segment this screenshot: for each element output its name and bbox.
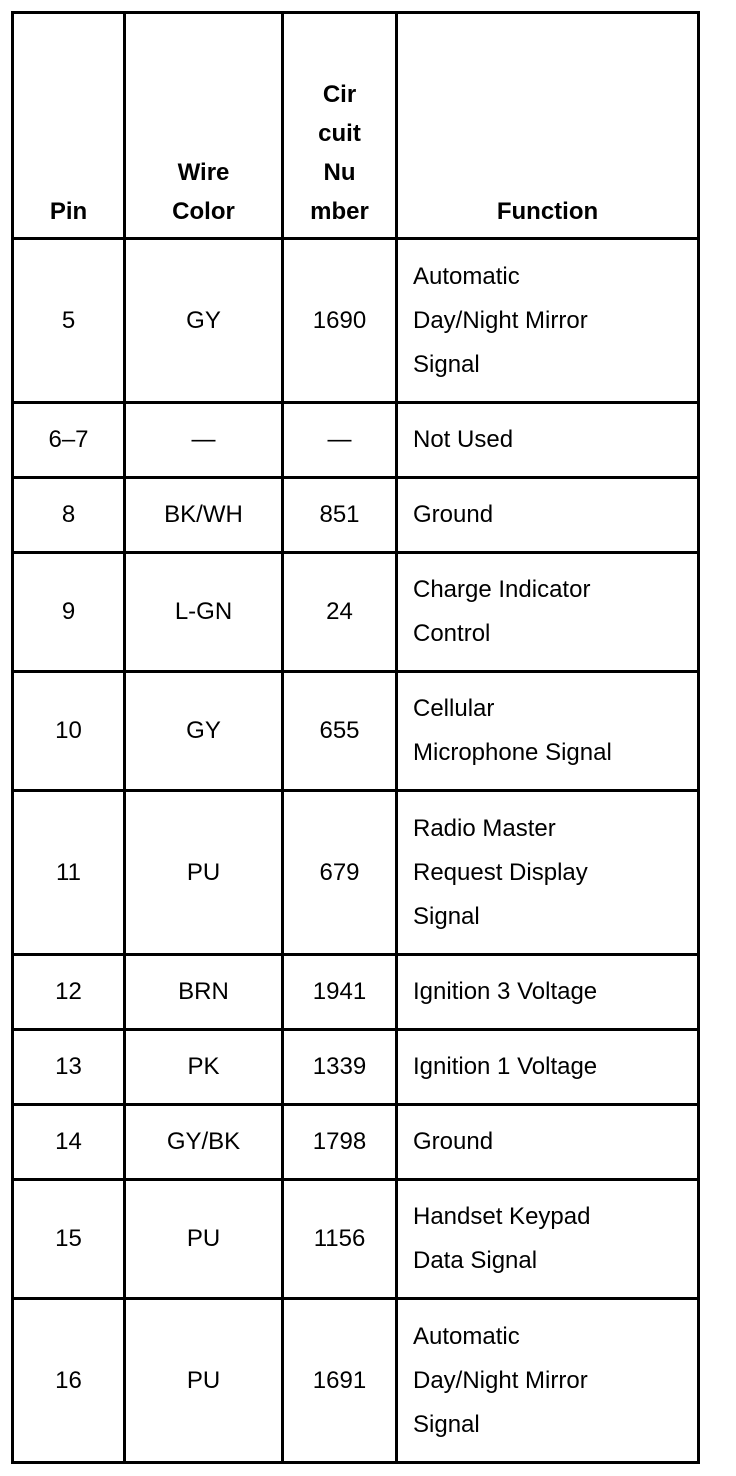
circuit-cell: 851 xyxy=(283,478,397,553)
pin-cell: 15 xyxy=(13,1180,125,1299)
function-cell: Handset Keypad Data Signal xyxy=(397,1180,699,1299)
pin-cell: 14 xyxy=(13,1105,125,1180)
pin-cell: 6–7 xyxy=(13,403,125,478)
header-circuit-number: Cir cuit Nu mber xyxy=(283,13,397,239)
pin-cell: 12 xyxy=(13,955,125,1030)
table-row xyxy=(13,478,699,553)
table-row xyxy=(13,403,699,478)
wire-color-cell: GY xyxy=(125,239,283,403)
circuit-cell: 1798 xyxy=(283,1105,397,1180)
table-row xyxy=(13,1180,699,1299)
wire-color-cell: — xyxy=(125,403,283,478)
table-row xyxy=(13,1105,699,1180)
header-wire-color: Wire Color xyxy=(125,13,283,239)
function-cell: Not Used xyxy=(397,403,699,478)
function-cell: Ground xyxy=(397,478,699,553)
wire-color-cell: GY xyxy=(125,672,283,791)
function-cell: Automatic Day/Night Mirror Signal xyxy=(397,239,699,403)
wire-color-cell: PU xyxy=(125,791,283,955)
header-pin: Pin xyxy=(13,13,125,239)
function-cell: Radio Master Request Display Signal xyxy=(397,791,699,955)
wire-color-cell: PK xyxy=(125,1030,283,1105)
header-row xyxy=(13,13,699,239)
circuit-cell: 1156 xyxy=(283,1180,397,1299)
header-function: Function xyxy=(397,13,699,239)
wire-color-cell: BRN xyxy=(125,955,283,1030)
circuit-cell: 655 xyxy=(283,672,397,791)
table-row xyxy=(13,1030,699,1105)
pin-cell: 9 xyxy=(13,553,125,672)
pin-cell: 5 xyxy=(13,239,125,403)
wire-color-cell: BK/WH xyxy=(125,478,283,553)
table-row xyxy=(13,955,699,1030)
function-cell: Automatic Day/Night Mirror Signal xyxy=(397,1299,699,1463)
function-cell: Cellular Microphone Signal xyxy=(397,672,699,791)
pin-cell: 10 xyxy=(13,672,125,791)
circuit-cell: 1690 xyxy=(283,239,397,403)
wire-color-cell: L-GN xyxy=(125,553,283,672)
wire-color-cell: PU xyxy=(125,1180,283,1299)
circuit-cell: 1941 xyxy=(283,955,397,1030)
table-row xyxy=(13,672,699,791)
table-row xyxy=(13,791,699,955)
circuit-cell: 679 xyxy=(283,791,397,955)
function-cell: Ground xyxy=(397,1105,699,1180)
circuit-cell: — xyxy=(283,403,397,478)
pin-cell: 8 xyxy=(13,478,125,553)
pin-table xyxy=(11,11,700,1464)
table-row xyxy=(13,239,699,403)
function-cell: Ignition 3 Voltage xyxy=(397,955,699,1030)
wire-color-cell: GY/BK xyxy=(125,1105,283,1180)
circuit-cell: 1691 xyxy=(283,1299,397,1463)
function-cell: Ignition 1 Voltage xyxy=(397,1030,699,1105)
function-cell: Charge Indicator Control xyxy=(397,553,699,672)
circuit-cell: 1339 xyxy=(283,1030,397,1105)
table-row xyxy=(13,553,699,672)
pin-cell: 11 xyxy=(13,791,125,955)
pin-cell: 13 xyxy=(13,1030,125,1105)
circuit-cell: 24 xyxy=(283,553,397,672)
table-row xyxy=(13,1299,699,1463)
wire-color-cell: PU xyxy=(125,1299,283,1463)
pin-cell: 16 xyxy=(13,1299,125,1463)
